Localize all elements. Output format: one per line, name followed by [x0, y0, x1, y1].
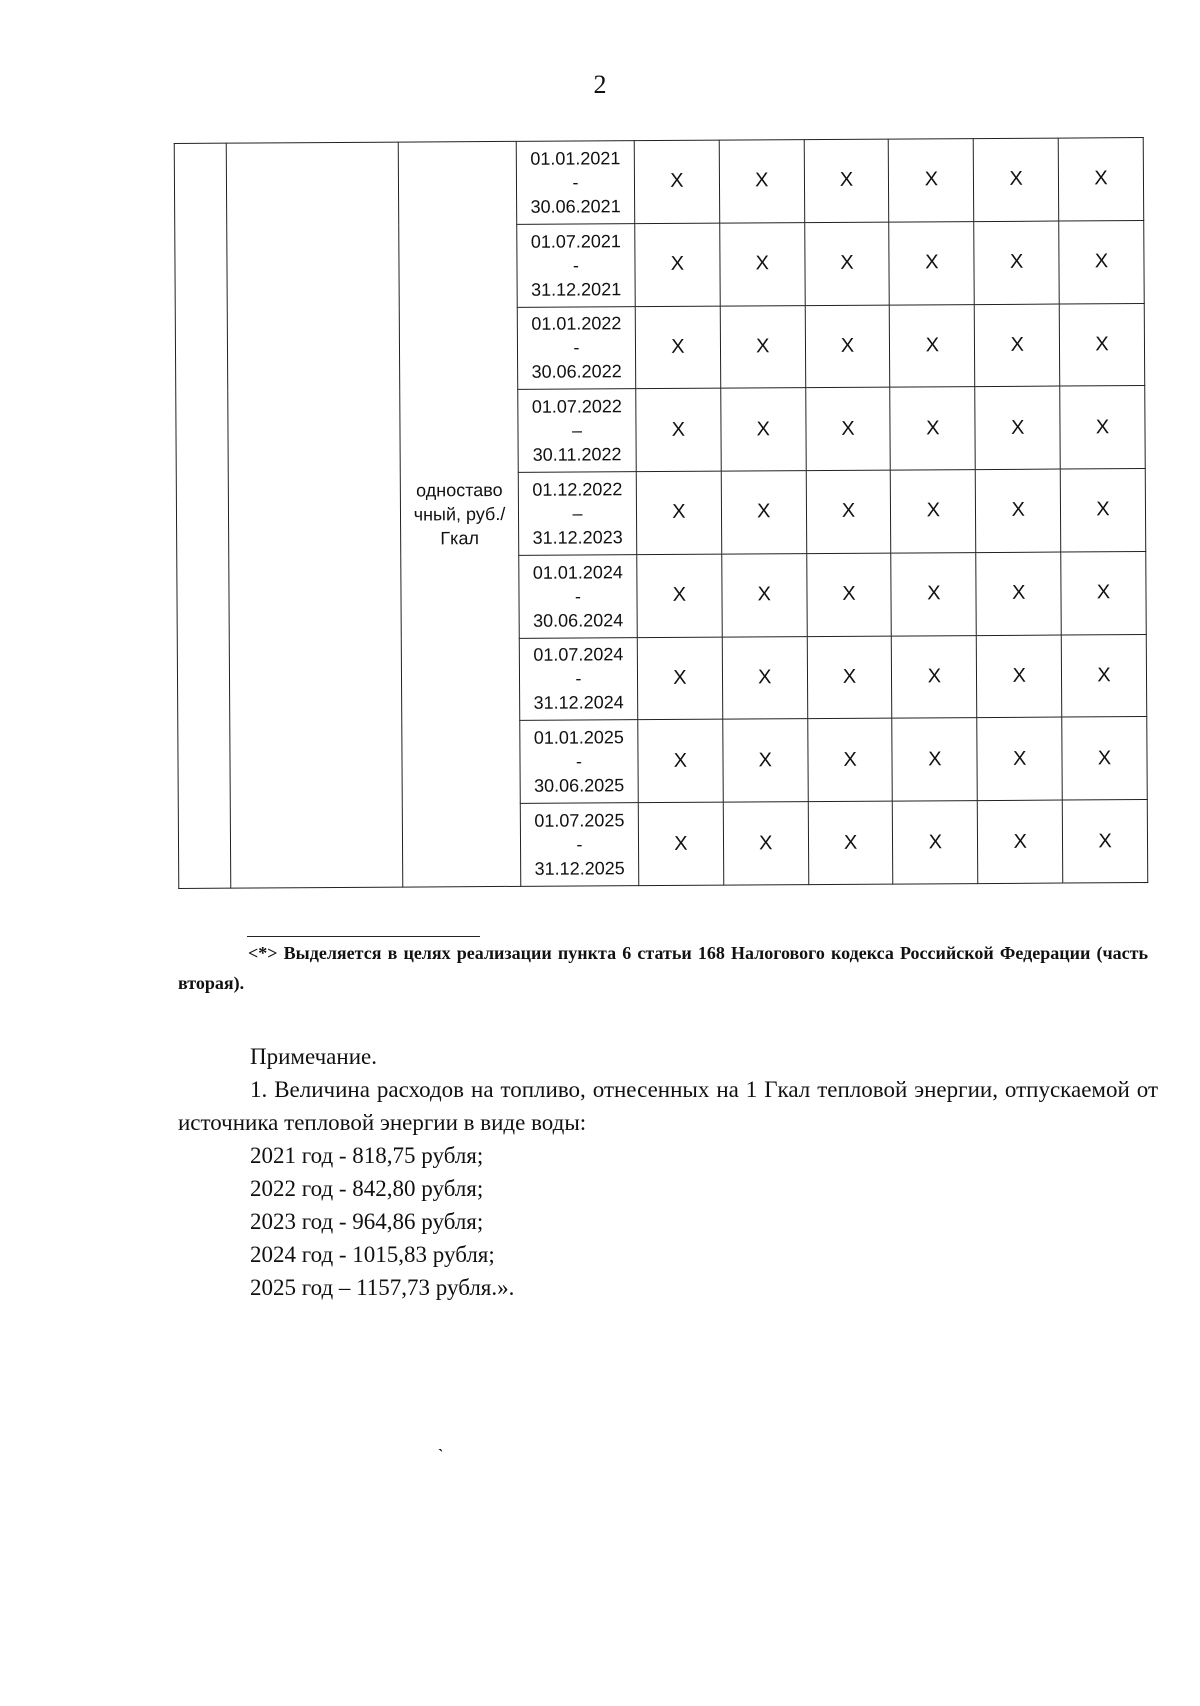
period-sep: -: [575, 668, 582, 689]
x-mark-cell: X: [892, 718, 977, 801]
x-mark-cell: X: [636, 388, 721, 471]
x-mark-cell: X: [892, 635, 977, 718]
x-mark-cell: X: [805, 387, 890, 470]
period-to: 31.12.2024: [533, 692, 624, 714]
period-sep: -: [572, 172, 579, 193]
period-cell: [518, 472, 637, 555]
x-mark-cell: X: [893, 801, 978, 884]
x-mark-cell: X: [805, 305, 890, 388]
x-mark-cell: X: [890, 304, 975, 387]
x-mark-cell: X: [720, 305, 805, 388]
x-mark-cell: X: [977, 717, 1062, 800]
x-mark-cell: X: [976, 469, 1061, 552]
x-mark-cell: X: [804, 222, 889, 305]
x-mark-cell: X: [889, 139, 974, 222]
x-mark-cell: X: [637, 554, 722, 637]
period-to: 30.06.2025: [534, 775, 625, 797]
x-mark-cell: X: [804, 139, 889, 222]
x-mark-cell: X: [635, 223, 720, 306]
period-cell: [517, 306, 636, 389]
period-cell: [517, 223, 636, 306]
note-text: 1. Величина расходов на топливо, отнесенных на 1 Гкал тепловой энергии, отпускаемой от источника тепловой энергии в виде воды:: [178, 1077, 1158, 1135]
note-item: 2022 год - 842,80 рубля;: [250, 1176, 484, 1201]
period-sep: -: [573, 337, 580, 358]
period-to: 30.06.2021: [530, 196, 621, 217]
x-mark-cell: X: [722, 553, 807, 636]
period-sep: -: [576, 834, 583, 855]
note-item: 2021 год - 818,75 рубля;: [250, 1143, 484, 1168]
x-mark-cell: X: [1060, 386, 1145, 469]
note-item: 2025 год – 1157,73 рубля.».: [250, 1275, 515, 1300]
period-from: 01.07.2022: [531, 396, 622, 417]
x-mark-cell: X: [635, 306, 720, 389]
period-to: 31.12.2021: [531, 278, 622, 300]
x-mark-cell: X: [1061, 634, 1146, 717]
x-mark-cell: X: [807, 718, 892, 801]
x-mark-cell: X: [978, 800, 1063, 883]
period-from: 01.01.2024: [532, 561, 623, 583]
x-mark-cell: X: [721, 471, 806, 554]
stray-mark: `: [438, 1447, 444, 1464]
period-to: 31.12.2023: [532, 527, 623, 548]
x-mark-cell: X: [974, 138, 1059, 221]
period-from: 01.07.2021: [530, 230, 621, 252]
table-body: [174, 138, 1148, 889]
period-to: 30.11.2022: [532, 444, 622, 465]
x-mark-cell: X: [638, 802, 723, 885]
x-mark-cell: X: [721, 388, 806, 471]
footnote-rule: [247, 936, 480, 937]
period-from: 01.01.2025: [533, 727, 624, 749]
x-mark-cell: X: [1062, 717, 1147, 800]
note-heading: Примечание.: [250, 1044, 377, 1069]
x-mark-cell: X: [723, 802, 808, 885]
period-sep: –: [572, 503, 583, 524]
table-row: [174, 138, 1143, 227]
x-mark-cell: X: [720, 222, 805, 305]
period-cell: [518, 389, 637, 472]
unit-cell: одноставо чный, руб./Гкал: [398, 141, 521, 887]
x-mark-cell: X: [723, 719, 808, 802]
period-sep: –: [571, 420, 583, 441]
tariff-table: [174, 137, 1149, 889]
period-cell: [516, 141, 635, 224]
note-item: 2023 год - 964,86 рубля;: [250, 1209, 484, 1234]
x-mark-cell: X: [638, 719, 723, 802]
blank-cell: [226, 142, 403, 888]
x-mark-cell: X: [806, 553, 891, 636]
x-mark-cell: X: [807, 636, 892, 719]
x-mark-cell: X: [890, 387, 975, 470]
period-sep: -: [574, 586, 582, 607]
x-mark-cell: X: [975, 386, 1060, 469]
x-mark-cell: X: [634, 140, 719, 223]
x-mark-cell: X: [808, 801, 893, 884]
x-mark-cell: X: [1059, 220, 1144, 303]
x-mark-cell: X: [977, 635, 1062, 718]
x-mark-cell: X: [1062, 800, 1147, 883]
period-sep: -: [575, 751, 583, 772]
period-from: 01.01.2021: [530, 148, 621, 169]
blank-cell: [174, 143, 231, 888]
x-mark-cell: X: [1058, 138, 1143, 221]
period-from: 01.07.2025: [534, 810, 625, 831]
period-cell: [520, 720, 639, 803]
footnote: <*> Выделяется в целях реализации пункта 6 статьи 168 Налогового кодекса Российской Федерации (часть вторая).: [178, 943, 1148, 993]
period-sep: -: [572, 255, 580, 276]
x-mark-cell: X: [1059, 303, 1144, 386]
period-cell: [519, 637, 638, 720]
note-section: [178, 1040, 1158, 1304]
period-from: 01.01.2022: [531, 313, 622, 335]
x-mark-cell: X: [719, 140, 804, 223]
x-mark-cell: X: [891, 552, 976, 635]
period-cell: [519, 554, 638, 637]
x-mark-cell: X: [806, 470, 891, 553]
x-mark-cell: X: [1060, 469, 1145, 552]
period-from: 01.12.2022: [532, 479, 623, 500]
x-mark-cell: X: [1061, 551, 1146, 634]
x-mark-cell: X: [636, 471, 721, 554]
period-from: 01.07.2024: [533, 644, 624, 666]
x-mark-cell: X: [976, 552, 1061, 635]
x-mark-cell: X: [975, 304, 1060, 387]
period-to: 31.12.2025: [534, 858, 625, 879]
period-cell: [520, 803, 639, 887]
x-mark-cell: X: [974, 221, 1059, 304]
x-mark-cell: X: [637, 637, 722, 720]
page-number: 2: [593, 70, 607, 99]
period-to: 30.06.2024: [533, 609, 624, 631]
x-mark-cell: X: [889, 221, 974, 304]
x-mark-cell: X: [891, 470, 976, 553]
period-to: 30.06.2022: [531, 361, 622, 383]
x-mark-cell: X: [722, 636, 807, 719]
note-item: 2024 год - 1015,83 рубля;: [250, 1242, 495, 1267]
